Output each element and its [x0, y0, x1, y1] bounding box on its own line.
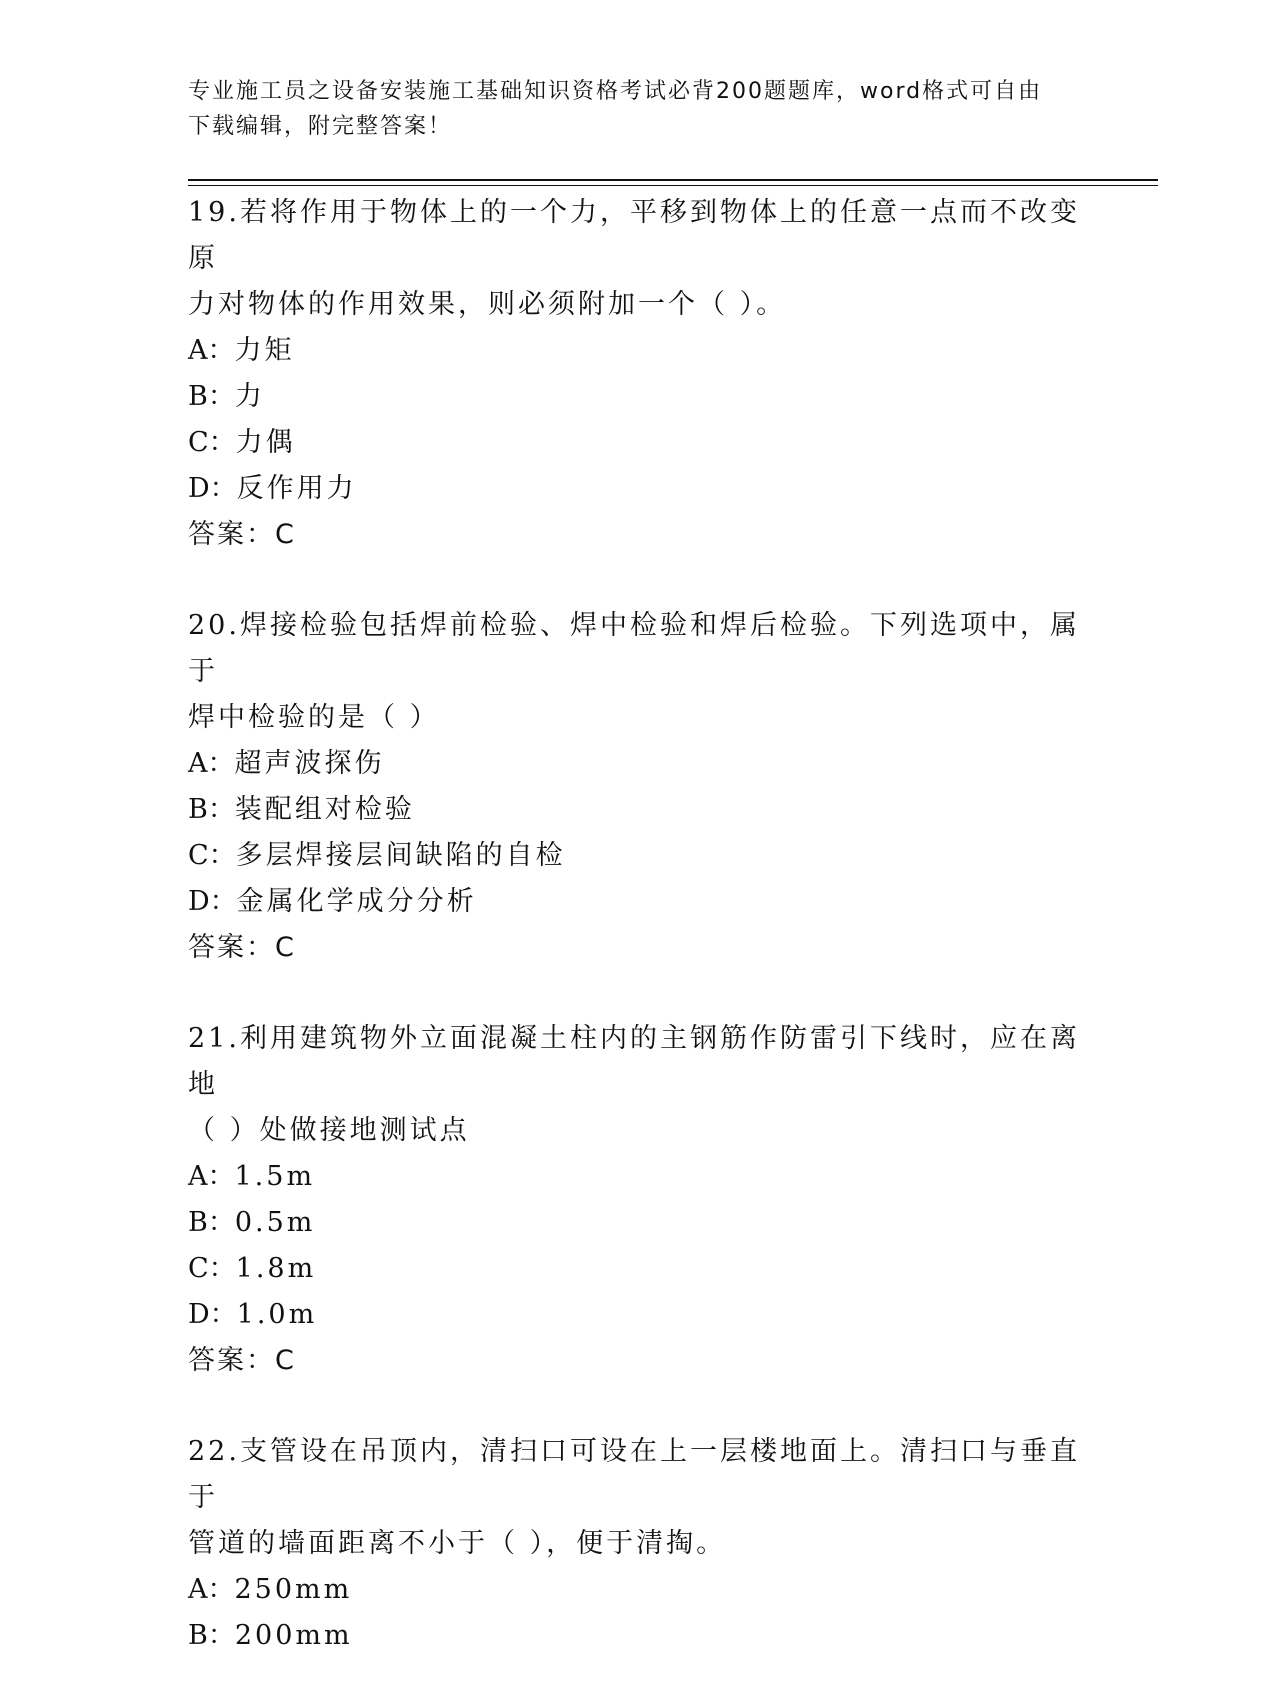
- option-label: B：: [188, 1207, 235, 1238]
- option-text: 反作用力: [236, 473, 357, 504]
- option-text: 超声波探伤: [234, 748, 385, 779]
- option-b: [188, 1613, 1088, 1659]
- question-stem-line: 21.利用建筑物外立面混凝土柱内的主钢筋作防雷引下线时，应在离地: [188, 1023, 1080, 1100]
- option-label: C：: [188, 1253, 236, 1284]
- option-text: 多层焊接层间缺陷的自检: [235, 840, 566, 871]
- option-a: [188, 1154, 1088, 1200]
- question-stem-line: 22.支管设在吊顶内，清扫口可设在上一层楼地面上。清扫口与垂直于: [188, 1436, 1080, 1513]
- option-d: [188, 879, 1088, 925]
- option-c: [188, 833, 1088, 879]
- answer-line: 答案：C: [188, 932, 296, 963]
- answer-line: 答案：C: [188, 1345, 296, 1376]
- option-label: B：: [188, 381, 235, 412]
- question-stem-line: 焊中检验的是（ ）: [188, 702, 440, 733]
- option-b: [188, 1200, 1088, 1246]
- question-stem-line: 管道的墙面距离不小于（ ），便于清掏。: [188, 1528, 727, 1559]
- option-a: [188, 1567, 1088, 1613]
- option-a: [188, 741, 1088, 787]
- question-stem: [188, 1429, 1088, 1567]
- option-label: D：: [188, 473, 237, 504]
- option-b: [188, 787, 1088, 833]
- page-header: [188, 74, 1088, 144]
- header-line-2: 下载编辑，附完整答案！: [188, 114, 453, 139]
- option-label: B：: [188, 794, 235, 825]
- option-text: 装配组对检验: [234, 794, 415, 825]
- question-stem: [188, 603, 1088, 741]
- option-text: 1.8m: [235, 1253, 317, 1284]
- option-label: B：: [188, 1620, 235, 1651]
- option-c: [188, 1246, 1088, 1292]
- option-text: 力偶: [235, 427, 296, 458]
- option-label: A：: [188, 748, 235, 779]
- question-stem-line: 力对物体的作用效果，则必须附加一个（ ）。: [188, 289, 787, 320]
- option-text: 250mm: [234, 1574, 353, 1605]
- option-text: 金属化学成分分析: [236, 886, 477, 917]
- option-b: [188, 374, 1088, 420]
- header-divider-thin: [188, 185, 1158, 186]
- option-d: [188, 466, 1088, 512]
- question-stem: [188, 190, 1088, 328]
- option-label: A：: [188, 335, 235, 366]
- question-20: [188, 603, 1088, 971]
- question-19: [188, 190, 1088, 558]
- option-label: D：: [188, 1299, 237, 1330]
- option-label: C：: [188, 427, 236, 458]
- question-22: [188, 1429, 1088, 1659]
- option-c: [188, 420, 1088, 466]
- option-text: 0.5m: [234, 1207, 316, 1238]
- header-line-1: 专业施工员之设备安装施工基础知识资格考试必背200题题库，word格式可自由: [188, 79, 1043, 104]
- option-label: C：: [188, 840, 236, 871]
- question-stem: [188, 1016, 1088, 1154]
- option-label: A：: [188, 1161, 235, 1192]
- option-label: A：: [188, 1574, 235, 1605]
- question-list: [188, 190, 1088, 1704]
- option-label: D：: [188, 886, 237, 917]
- question-stem-line: 19.若将作用于物体上的一个力，平移到物体上的任意一点而不改变原: [188, 197, 1080, 274]
- header-divider-thick: [188, 179, 1158, 181]
- option-text: 1.5m: [234, 1161, 316, 1192]
- question-21: [188, 1016, 1088, 1384]
- option-text: 200mm: [234, 1620, 353, 1651]
- question-stem-line: 20.焊接检验包括焊前检验、焊中检验和焊后检验。下列选项中，属于: [188, 610, 1080, 687]
- option-text: 1.0m: [236, 1299, 318, 1330]
- question-stem-line: （ ）处做接地测试点: [188, 1115, 470, 1146]
- option-d: [188, 1292, 1088, 1338]
- option-text: 力矩: [234, 335, 295, 366]
- option-text: 力: [234, 381, 265, 412]
- option-a: [188, 328, 1088, 374]
- answer-line: 答案：C: [188, 519, 296, 550]
